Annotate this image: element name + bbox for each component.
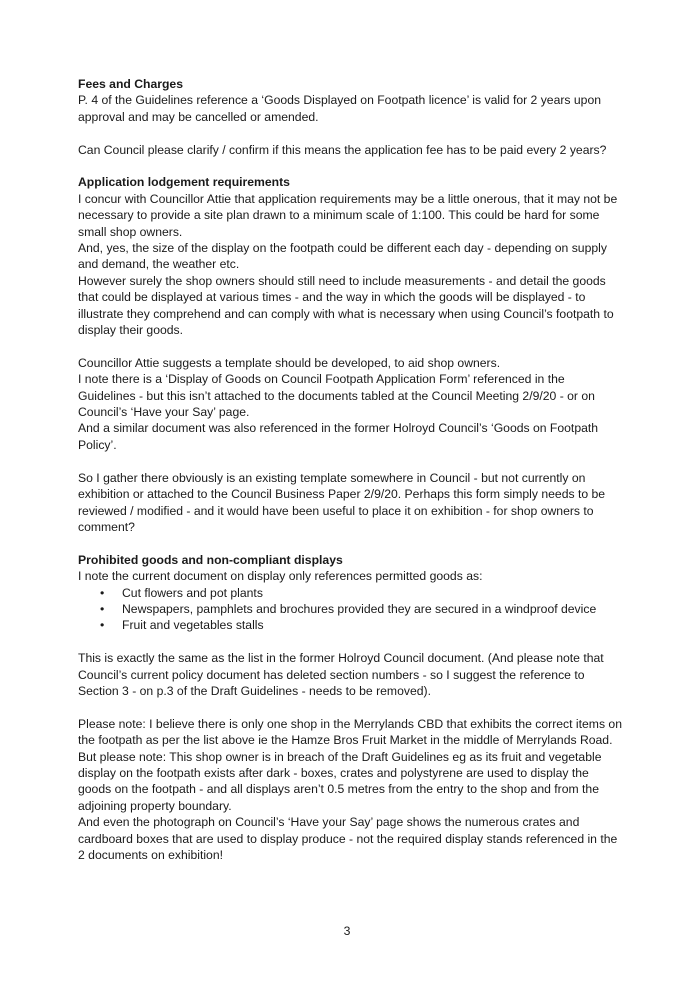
spacer: [78, 634, 623, 650]
document-body: [78, 76, 623, 863]
paragraph: But please note: This shop owner is in breach of the Draft Guidelines eg as its fruit and vegetable display on the footpath exists after dark - boxes, crates and polystyrene are used to display the goods on the footpath - and all displays aren’t 0.5 metres from the entry to the shop and from the adjoining property boundary.: [78, 749, 602, 813]
bullet-icon: •: [100, 618, 105, 633]
spacer: [78, 338, 623, 354]
paragraph: Can Council please clarify / confirm if this means the application fee has to be paid every 2 years?: [78, 142, 607, 157]
spacer: [78, 158, 623, 174]
permitted-goods-list: [78, 585, 623, 634]
paragraph: I concur with Councillor Attie that application requirements may be a little onerous, that it may not be necessary to provide a site plan drawn to a minimum scale of 1:100. This could be hard for some small shop owners.: [78, 191, 618, 239]
paragraph: However surely the shop owners should still need to include measurements - and detail the goods that could be displayed at various times - and the way in which the goods will be displayed - to illustrate they comprehend and can comply with what is necessary when using Council’s footpath to display their goods.: [78, 273, 614, 338]
list-item-text: Cut flowers and pot plants: [122, 585, 263, 600]
section-heading-prohibited: Prohibited goods and non-compliant displays: [78, 552, 343, 567]
section-heading-lodgement: Application lodgement requirements: [78, 175, 290, 190]
page-number: 3: [343, 924, 351, 938]
paragraph: I note there is a ‘Display of Goods on Council Footpath Application Form’ referenced in the Guidelines - but this isn’t attached to the documents tabled at the Council Meeting 2/9/20 - or on Council’s ‘Have your Say’ page.: [78, 372, 595, 420]
paragraph: P. 4 of the Guidelines reference a ‘Goods Displayed on Footpath licence’ is valid for 2 years upon approval and may be cancelled or amended.: [78, 93, 602, 124]
paragraph: And, yes, the size of the display on the footpath could be different each day - depending on supply and demand, the weather etc.: [78, 241, 607, 272]
bullet-icon: •: [100, 601, 105, 616]
list-item: [78, 585, 623, 601]
list-item: [78, 617, 623, 633]
spacer: [78, 453, 623, 469]
list-item-text: Fruit and vegetables stalls: [122, 618, 264, 633]
spacer: [78, 535, 623, 551]
list-item: [78, 601, 623, 617]
bullet-icon: •: [100, 585, 105, 600]
paragraph: And even the photograph on Council’s ‘Have your Say’ page shows the numerous crates and cardboard boxes that are used to display produce - not the required display stands referenced in the 2 documents on exhibition!: [78, 815, 618, 862]
paragraph: I note the current document on display only references permitted goods as:: [78, 569, 483, 584]
list-item-text: Newspapers, pamphlets and brochures provided they are secured in a windproof device: [122, 601, 597, 616]
paragraph: And a similar document was also referenced in the former Holroyd Council’s ‘Goods on Footpath Policy’.: [78, 421, 599, 452]
spacer: [78, 699, 623, 715]
spacer: [78, 125, 623, 141]
paragraph: Please note: I believe there is only one shop in the Merrylands CBD that exhibits the correct items on the footpath as per the list above ie the Hamze Bros Fruit Market in the middle of Merrylands Road.: [78, 716, 622, 748]
paragraph: So I gather there obviously is an existing template somewhere in Council - but not currently on exhibition or attached to the Council Business Paper 2/9/20. Perhaps this form simply needs to be reviewed / modified - and it would have been useful to place it on exhibition - for shop owners to comment?: [78, 470, 606, 534]
paragraph: Councillor Attie suggests a template should be developed, to aid shop owners.: [78, 355, 501, 370]
section-heading-fees: Fees and Charges: [78, 77, 183, 91]
paragraph: This is exactly the same as the list in the former Holroyd Council document. (And please note that Council’s current policy document has deleted section numbers - so I suggest the reference to Section 3 - on p.3 of the Draft Guidelines - needs to be removed).: [78, 651, 604, 698]
